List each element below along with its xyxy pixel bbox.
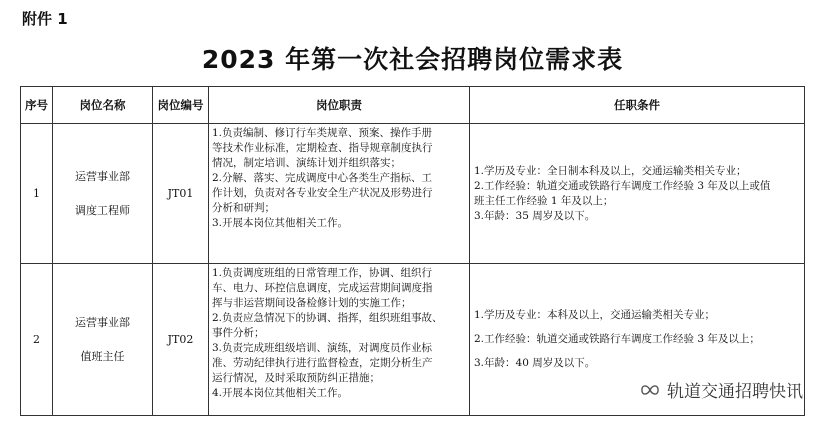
recruitment-table xyxy=(20,86,805,416)
row-number: 1 xyxy=(21,124,53,264)
header-no: 序号 xyxy=(21,87,53,124)
duty-line: 情况，制定培训、演练计划并组织落实； xyxy=(212,157,401,169)
requirement-line: 班主任工作经验 1 年及以上； xyxy=(474,194,614,207)
position-name-cell xyxy=(53,264,153,416)
header-position-code: 岗位编号 xyxy=(153,87,209,124)
position-title: 值班主任 xyxy=(80,349,125,363)
department-name: 运营事业部 xyxy=(75,169,130,183)
requirements-cell xyxy=(470,124,805,264)
position-name-cell xyxy=(53,124,153,264)
duty-line: 4.开展本岗位其他相关工作。 xyxy=(212,387,349,399)
requirement-line: 3.年龄：40 周岁及以下。 xyxy=(474,357,596,369)
duty-line: 2.负责应急情况下的协调、指挥，组织班组事故、 xyxy=(212,312,443,324)
wechat-channel-icon xyxy=(639,381,661,399)
table-row xyxy=(21,124,805,264)
duty-line: 等技术作业标准，定期检查、指导规章制度执行 xyxy=(212,142,433,154)
duty-line: 1.负责调度班组的日常管理工作，协调、组织行 xyxy=(212,267,433,279)
duty-line: 准、劳动纪律执行进行监督检查，定期分析生产 xyxy=(212,357,433,369)
duty-line: 1.负责编制、修订行车类规章、预案、操作手册 xyxy=(212,127,433,139)
duty-line: 车、电力、环控信息调度，完成运营期间调度指 xyxy=(212,282,433,294)
duty-line: 2.分解、落实、完成调度中心各类生产指标、工 xyxy=(212,172,433,184)
duty-line: 分析和研判； xyxy=(212,202,275,214)
requirement-line: 2.工作经验：轨道交通或铁路行车调度工作经验 3 年及以上或值 xyxy=(474,179,771,192)
watermark xyxy=(639,377,803,402)
department-name: 运营事业部 xyxy=(75,315,130,329)
duties-cell xyxy=(209,124,470,264)
duty-line: 挥与非运营期间设备检修计划的实施工作； xyxy=(212,297,412,309)
header-requirements: 任职条件 xyxy=(470,87,805,124)
requirement-line: 3.年龄：35 周岁及以下。 xyxy=(474,209,596,222)
header-position-name: 岗位名称 xyxy=(53,87,153,124)
position-code: JT02 xyxy=(153,264,209,416)
requirement-line: 1.学历及专业：本科及以上，交通运输类相关专业； xyxy=(474,309,716,321)
header-duties: 岗位职责 xyxy=(209,87,470,124)
duty-line: 事件分析； xyxy=(212,327,265,339)
row-number: 2 xyxy=(21,264,53,416)
requirement-line: 1.学历及专业：全日制本科及以上，交通运输类相关专业； xyxy=(474,164,747,177)
duty-line: 作计划，负责对各专业安全生产状况及形势进行 xyxy=(212,187,433,199)
attachment-label: 附件 1 xyxy=(22,10,68,28)
table-header-row xyxy=(21,87,805,124)
duty-line: 运行情况，及时采取预防纠正措施； xyxy=(212,372,380,384)
watermark-text: 轨道交通招聘快讯 xyxy=(667,382,803,402)
requirement-line: 2.工作经验：轨道交通或铁路行车调度工作经验 3 年及以上； xyxy=(474,333,760,345)
position-code: JT01 xyxy=(153,124,209,264)
position-title: 调度工程师 xyxy=(75,203,130,217)
page-title: 2023 年第一次社会招聘岗位需求表 xyxy=(201,45,624,74)
duty-line: 3.负责完成班组级培训、演练，对调度员作业标 xyxy=(212,342,433,354)
duties-cell xyxy=(209,264,470,416)
duty-line: 3.开展本岗位其他相关工作。 xyxy=(212,217,349,229)
